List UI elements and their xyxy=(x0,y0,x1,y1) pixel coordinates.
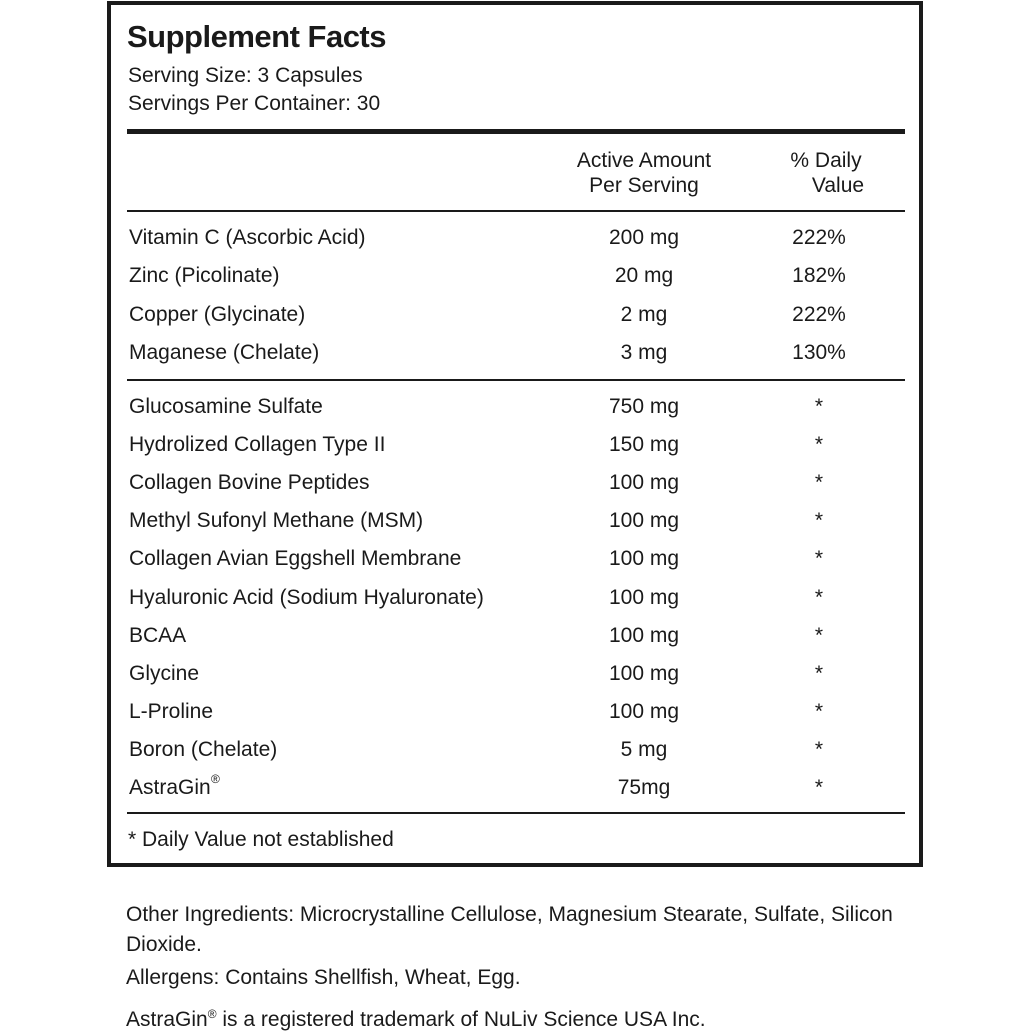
ingredient-name: Glucosamine Sulfate xyxy=(129,395,323,418)
ingredient-daily-value: 182% xyxy=(792,264,846,288)
ingredient-name: Methyl Sufonyl Methane (MSM) xyxy=(129,509,424,533)
ingredient-row xyxy=(111,700,919,738)
ingredient-amount: 2 mg xyxy=(620,302,668,326)
panel-title: Supplement Facts xyxy=(127,19,386,54)
ingredient-row xyxy=(111,772,919,814)
ingredient-row xyxy=(111,471,919,509)
ingredient-amount: 75mg xyxy=(617,776,671,799)
ingredient-amount: 100 mg xyxy=(608,661,680,685)
ingredient-name: AstraGin xyxy=(129,776,211,799)
ingredient-name: Hydrolized Collagen Type II xyxy=(129,433,386,457)
ingredient-daily-value: * xyxy=(814,661,824,685)
ingredient-row xyxy=(111,226,919,264)
ingredient-amount: 100 mg xyxy=(608,547,680,571)
ingredient-name: Boron (Chelate) xyxy=(129,737,278,761)
ingredient-name: Copper (Glycinate) xyxy=(129,302,306,326)
ingredient-name: Glycine xyxy=(129,661,200,685)
amount-column-header: Active Amount Per Serving xyxy=(576,149,712,197)
allergens-text: Allergens: Contains Shellfish, Wheat, Egg. xyxy=(126,966,521,989)
ingredient-name: L-Proline xyxy=(129,699,214,723)
ingredient-daily-value: * xyxy=(814,547,824,571)
footer-divider xyxy=(127,812,905,814)
registered-mark: ® xyxy=(211,772,220,786)
ingredient-amount: 100 mg xyxy=(608,699,680,723)
ingredient-row xyxy=(111,509,919,547)
ingredient-daily-value: * xyxy=(814,737,824,761)
ingredient-daily-value: 222% xyxy=(792,226,846,249)
ingredient-row xyxy=(111,433,919,471)
ingredient-daily-value: * xyxy=(814,585,824,609)
ingredient-name: BCAA xyxy=(129,623,187,647)
header-divider xyxy=(127,210,905,212)
ingredient-daily-value: * xyxy=(814,395,824,418)
daily-value-column-header: % Daily Value xyxy=(790,149,865,197)
section-divider xyxy=(127,379,905,381)
ingredient-row xyxy=(111,341,919,379)
ingredient-name: Collagen Avian Eggshell Membrane xyxy=(129,547,462,571)
thick-divider xyxy=(127,129,905,134)
ingredient-row xyxy=(111,624,919,662)
ingredient-row xyxy=(111,547,919,585)
ingredient-daily-value: 130% xyxy=(792,340,846,364)
ingredient-amount: 100 mg xyxy=(608,471,680,495)
ingredient-name: Vitamin C (Ascorbic Acid) xyxy=(129,226,366,249)
ingredient-daily-value: 222% xyxy=(792,302,846,326)
ingredient-daily-value: * xyxy=(814,509,824,533)
ingredient-amount: 5 mg xyxy=(620,737,668,761)
ingredient-amount: 150 mg xyxy=(608,433,680,457)
ingredient-daily-value: * xyxy=(814,776,824,799)
ingredient-daily-value: * xyxy=(814,433,824,457)
ingredient-name: Maganese (Chelate) xyxy=(129,340,320,364)
ingredient-amount: 750 mg xyxy=(608,395,680,418)
ingredient-amount: 100 mg xyxy=(608,585,680,609)
ingredient-row xyxy=(111,586,919,624)
ingredient-row xyxy=(111,303,919,341)
ingredient-amount: 200 mg xyxy=(608,226,680,249)
serving-size: Serving Size: 3 Capsules xyxy=(128,64,363,87)
ingredient-daily-value: * xyxy=(814,471,824,495)
ingredient-amount: 20 mg xyxy=(614,264,674,288)
ingredient-name: Collagen Bovine Peptides xyxy=(129,471,370,495)
ingredient-amount: 100 mg xyxy=(608,623,680,647)
ingredient-amount: 100 mg xyxy=(608,509,680,533)
ingredient-name: Hyaluronic Acid (Sodium Hyaluronate) xyxy=(129,585,484,609)
ingredient-daily-value: * xyxy=(814,699,824,723)
other-ingredients-text: Other Ingredients: Microcrystalline Cellulose, Magnesium Stearate, Sulfate, Silicon Dioxide. xyxy=(126,903,893,956)
supplement-facts-panel xyxy=(107,1,923,867)
ingredient-row xyxy=(111,662,919,700)
ingredient-amount: 3 mg xyxy=(620,340,668,364)
ingredient-row xyxy=(111,264,919,302)
servings-per-container: Servings Per Container: 30 xyxy=(128,92,381,115)
footnote: * Daily Value not established xyxy=(128,828,394,851)
trademark-text: AstraGin® is a registered trademark of NuLiv Science USA Inc. xyxy=(126,1007,706,1031)
ingredient-row xyxy=(111,395,919,433)
ingredient-daily-value: * xyxy=(814,623,824,647)
ingredient-name: Zinc (Picolinate) xyxy=(129,264,280,288)
ingredient-row xyxy=(111,738,919,776)
